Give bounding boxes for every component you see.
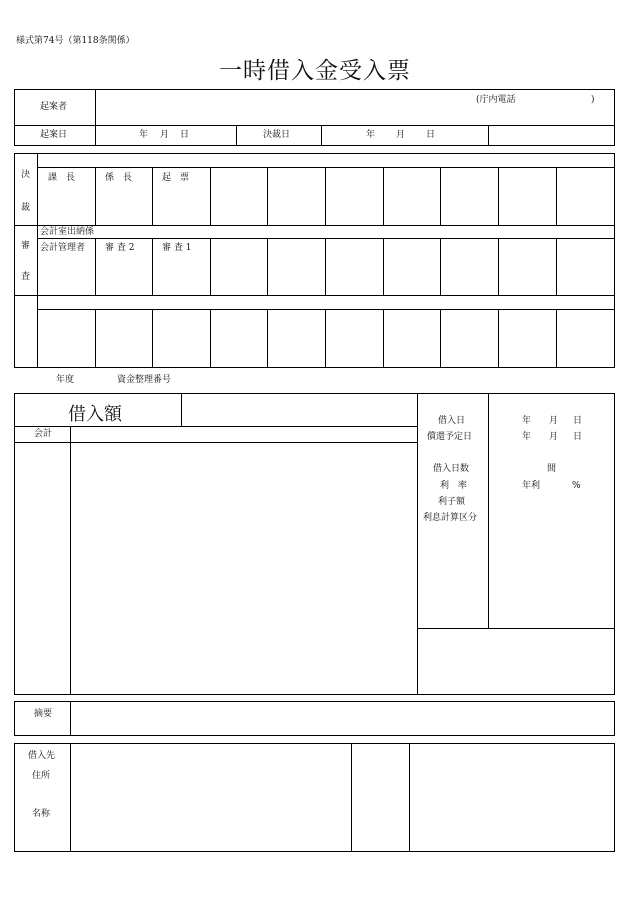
proposal-month: 月 — [160, 130, 170, 140]
shinsa-char-2: 査 — [21, 272, 31, 282]
proposal-date-field[interactable] — [97, 127, 235, 144]
percent-sign: % — [572, 481, 581, 491]
interest-label: 利子額 — [438, 497, 466, 507]
accounting-manager-label: 会計管理者 — [40, 243, 86, 253]
name-label: 名称 — [32, 809, 51, 819]
reviewer-1-label: 審 査 1 — [162, 243, 192, 253]
repay-month: 月 — [549, 432, 559, 442]
phone-label: (庁内電話 — [476, 95, 516, 105]
repay-date-label: 償還予定日 — [427, 432, 473, 442]
fiscal-year-label: 年度 — [56, 375, 75, 385]
repay-year: 年 — [522, 432, 532, 442]
accounting-office-label: 会計室出納係 — [40, 227, 95, 237]
borrow-year: 年 — [522, 416, 532, 426]
subsection-chief-label: 係 長 — [105, 173, 133, 183]
loan-amount-field[interactable] — [183, 395, 415, 425]
loan-amount-label: 借入額 — [68, 404, 122, 425]
borrow-date-label: 借入日 — [438, 416, 466, 426]
decision-date-label: 決裁日 — [263, 130, 291, 140]
address-label: 住所 — [32, 771, 51, 781]
days-label: 借入日数 — [433, 464, 470, 474]
lender-field[interactable] — [72, 746, 349, 850]
drafter-label: 起 票 — [162, 173, 190, 183]
summary-label: 摘要 — [34, 709, 53, 719]
reviewer-2-label: 審 査 2 — [105, 243, 135, 253]
form-title: 一時借入金受入票 — [219, 58, 411, 84]
annual-rate-label: 年利 — [522, 481, 541, 491]
decision-date-field[interactable] — [323, 127, 487, 144]
proposal-day: 日 — [180, 130, 190, 140]
proposal-date-label: 起案日 — [40, 130, 68, 140]
form-number: 様式第74号（第118条関係） — [16, 36, 135, 46]
borrow-month: 月 — [549, 416, 559, 426]
rate-label: 利 率 — [440, 481, 468, 491]
proposer-label: 起案者 — [40, 102, 68, 112]
lender-label: 借入先 — [28, 751, 56, 761]
shinsa-char-1: 審 — [21, 241, 31, 251]
kessai-char-2: 裁 — [21, 203, 31, 213]
approval-grid — [14, 153, 615, 368]
summary-field[interactable] — [72, 703, 612, 734]
decision-year: 年 — [366, 130, 376, 140]
account-label: 会計 — [34, 429, 53, 439]
days-unit: 間 — [547, 464, 557, 474]
kessai-char-1: 決 — [21, 170, 31, 180]
loan-detail-area[interactable] — [72, 444, 416, 693]
phone-close: ) — [591, 95, 595, 105]
repay-day: 日 — [573, 432, 583, 442]
section-chief-label: 課 長 — [48, 173, 76, 183]
fund-number-label: 資金整理番号 — [117, 375, 172, 385]
decision-day: 日 — [426, 130, 436, 140]
loan-terms-field[interactable] — [490, 396, 613, 626]
phone-field[interactable] — [530, 92, 590, 106]
account-field[interactable] — [72, 428, 416, 441]
proposal-year: 年 — [139, 130, 149, 140]
decision-month: 月 — [396, 130, 406, 140]
borrow-day: 日 — [573, 416, 583, 426]
proposer-field[interactable] — [97, 91, 467, 123]
calc-type-label: 利息計算区分 — [423, 513, 478, 523]
